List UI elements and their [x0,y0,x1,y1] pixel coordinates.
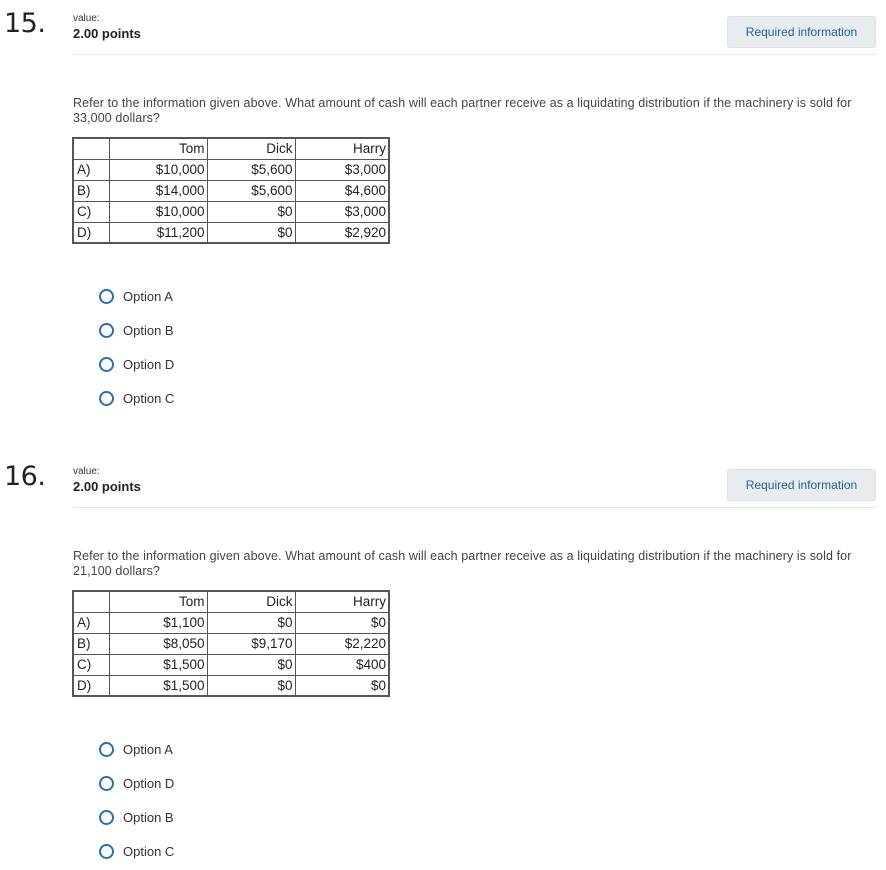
value-label: value: [73,13,100,24]
option-d-radio[interactable] [99,347,174,381]
table-cell: D) [73,222,109,243]
table-row [73,675,389,696]
divider [73,507,876,508]
table-header-cell: Dick [207,591,295,612]
table-header-row [73,138,389,159]
table-header-cell: Dick [207,138,295,159]
points-value: 2.00 points [73,479,141,494]
table-cell: $5,600 [207,180,295,201]
option-label: Option B [123,322,174,338]
table-row [73,654,389,675]
table-cell: $0 [295,612,389,633]
option-c-radio[interactable] [99,834,174,868]
table-cell: C) [73,654,109,675]
table-cell: A) [73,612,109,633]
radio-unchecked-icon[interactable] [99,391,114,406]
table-row [73,612,389,633]
table-cell: $9,170 [207,633,295,654]
option-label: Option C [123,390,175,406]
table-cell: $1,100 [109,612,207,633]
answer-table [72,137,390,244]
table-cell: D) [73,675,109,696]
table-row [73,201,389,222]
required-information-button[interactable]: Required information [727,469,876,501]
option-label: Option A [123,741,173,757]
radio-unchecked-icon[interactable] [99,844,114,859]
divider [73,54,876,55]
radio-unchecked-icon[interactable] [99,776,114,791]
question-number: 16. [4,461,46,492]
table-header-row [73,591,389,612]
points-value: 2.00 points [73,26,141,41]
table-cell: $1,500 [109,654,207,675]
table-cell: $400 [295,654,389,675]
answer-table [72,590,390,697]
table-cell: $0 [207,675,295,696]
table-cell: $1,500 [109,675,207,696]
table-row [73,633,389,654]
table-cell: C) [73,201,109,222]
table-row [73,180,389,201]
table-cell: B) [73,633,109,654]
table-cell: $11,200 [109,222,207,243]
radio-unchecked-icon[interactable] [99,810,114,825]
answer-options [99,279,174,415]
table-cell: $14,000 [109,180,207,201]
value-label: value: [73,466,100,477]
table-header-cell: Harry [295,591,389,612]
table-cell: $0 [207,222,295,243]
table-header-cell: Tom [109,138,207,159]
table-cell: $2,220 [295,633,389,654]
table-header-cell: Harry [295,138,389,159]
radio-unchecked-icon[interactable] [99,289,114,304]
table-cell: $0 [207,612,295,633]
table-cell: $0 [295,675,389,696]
table-cell: $3,000 [295,159,389,180]
radio-unchecked-icon[interactable] [99,357,114,372]
option-b-radio[interactable] [99,313,174,347]
option-d-radio[interactable] [99,766,174,800]
table-cell: B) [73,180,109,201]
table-cell: $0 [207,201,295,222]
table-cell: A) [73,159,109,180]
radio-unchecked-icon[interactable] [99,323,114,338]
radio-unchecked-icon[interactable] [99,742,114,757]
option-label: Option B [123,809,174,825]
table-header-cell [73,138,109,159]
option-a-radio[interactable] [99,279,174,313]
answer-options [99,732,174,868]
table-cell: $0 [207,654,295,675]
option-label: Option D [123,775,175,791]
table-cell: $8,050 [109,633,207,654]
table-cell: $10,000 [109,201,207,222]
option-c-radio[interactable] [99,381,174,415]
table-header-cell: Tom [109,591,207,612]
option-label: Option A [123,288,173,304]
option-label: Option C [123,843,175,859]
table-cell: $10,000 [109,159,207,180]
table-row [73,222,389,243]
question-text: Refer to the information given above. What amount of cash will each partner receive as a liquidating distribution if the machinery is sold for 21,100 dollars? [73,549,852,578]
table-cell: $4,600 [295,180,389,201]
option-a-radio[interactable] [99,732,174,766]
question-number: 15. [4,8,46,39]
table-header-cell [73,591,109,612]
table-cell: $3,000 [295,201,389,222]
table-cell: $2,920 [295,222,389,243]
option-label: Option D [123,356,175,372]
required-information-button[interactable]: Required information [727,16,876,48]
table-cell: $5,600 [207,159,295,180]
option-b-radio[interactable] [99,800,174,834]
question-text: Refer to the information given above. What amount of cash will each partner receive as a liquidating distribution if the machinery is sold for 33,000 dollars? [73,96,852,125]
table-row [73,159,389,180]
